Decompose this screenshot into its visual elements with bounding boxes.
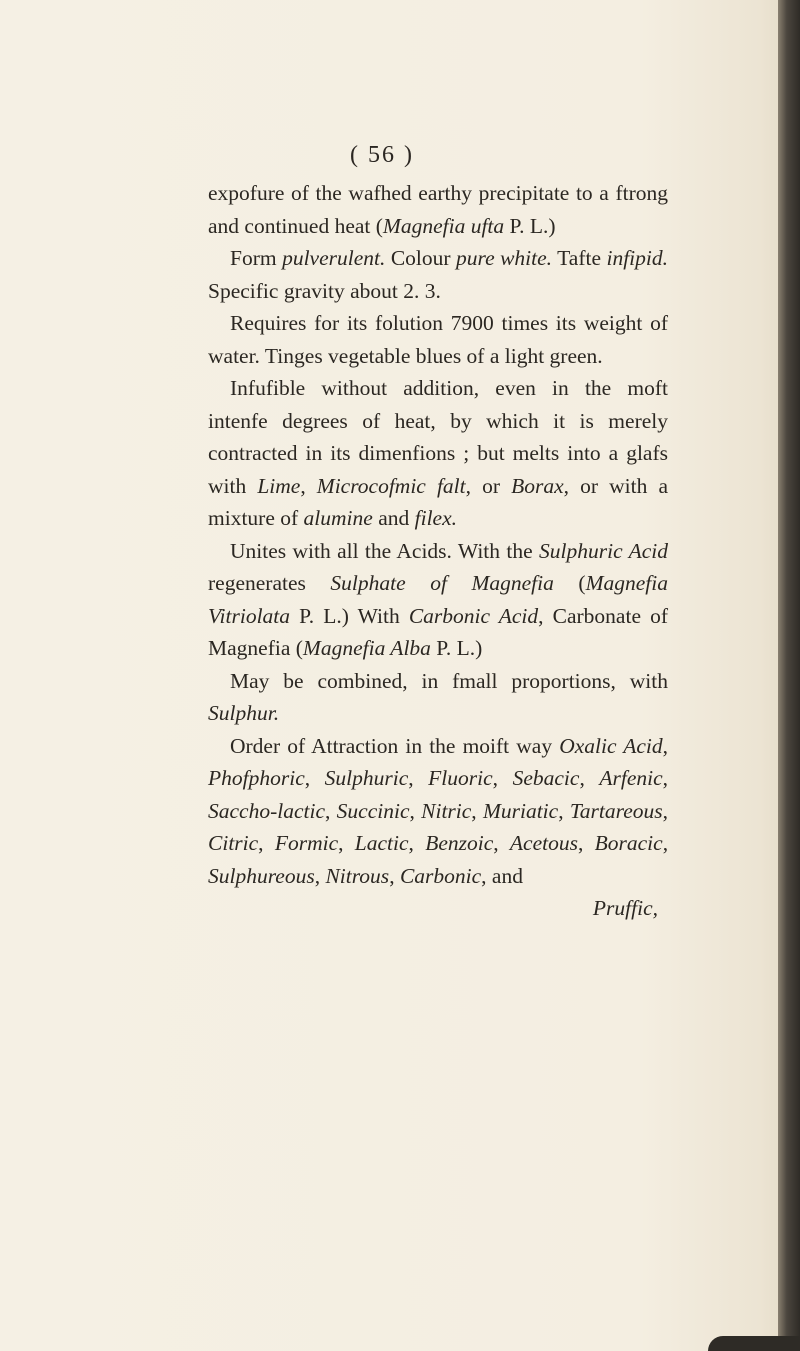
italic-run: Sulphureous: [208, 863, 315, 888]
italic-run: pure white.: [456, 246, 553, 270]
italic-run: Borax: [511, 473, 564, 498]
text-run: Requires for its folution 7900 times its weight of water. Tinges vegetable blues of a light green.: [208, 311, 668, 368]
italic-run: Fluoric: [428, 766, 493, 790]
text-run: P. L.): [504, 213, 556, 238]
italic-run: Arfenic: [599, 766, 663, 790]
italic-run: Sebacic: [512, 766, 580, 790]
catchword: Pruffic,: [592, 896, 658, 920]
text-run: , Carbonate of Magnefia (: [208, 603, 669, 660]
text-run: Infufible without addition, even in the moft intenfe degrees of heat, by which it is merely contracted in its dimenfions ; but melts into a glafs with: [208, 376, 668, 498]
text-run: ,: [300, 473, 317, 498]
text-run: ,: [304, 766, 325, 790]
text-run: Colour: [385, 246, 457, 270]
italic-run: Sulphuric: [324, 766, 409, 790]
text-run: May be combined, in fmall proportions, with: [230, 668, 668, 693]
text-run: ,: [408, 766, 429, 790]
text-run: ,: [662, 831, 669, 855]
text-run: and: [372, 506, 415, 530]
italic-run: pulverulent.: [282, 246, 386, 270]
text-run: ,: [408, 831, 426, 855]
text-run: P. L.) With: [290, 603, 409, 628]
text-run: , or with a mixture of: [208, 473, 668, 530]
italic-run: Oxalic Acid: [559, 733, 663, 758]
text-run: ,: [662, 733, 668, 758]
paragraph: [208, 177, 668, 242]
italic-run: Muriatic: [482, 798, 559, 823]
text-run: regenerates: [208, 571, 331, 595]
body-text: [208, 177, 668, 925]
italic-run: Microcofmic falt: [316, 473, 466, 498]
text-run: Unites with all the Acids. With the: [230, 538, 540, 563]
text-run: Specific gravity about 2. 3.: [208, 278, 441, 303]
text-run: ,: [662, 766, 669, 790]
text-run: ,: [577, 831, 595, 855]
paragraph: [208, 307, 668, 372]
italic-run: Tartareous: [569, 798, 663, 823]
italic-run: filex.: [414, 506, 458, 530]
italic-run: Lactic: [354, 831, 409, 855]
text-run: Form: [230, 246, 283, 270]
italic-run: infipid.: [606, 246, 668, 270]
italic-run: Nitrous: [325, 863, 390, 888]
page-edge-shadow: [778, 0, 800, 1351]
text-run: ,: [389, 863, 400, 888]
text-run: ,: [662, 798, 669, 823]
italic-run: Magnefia ufta: [382, 213, 505, 238]
text-run: Order of Attraction in the moift way: [230, 733, 560, 758]
page-number: ( 56 ): [350, 142, 414, 168]
italic-run: Magnefia Alba: [302, 636, 431, 660]
italic-run: alumine: [303, 506, 373, 530]
paragraph: [208, 535, 668, 665]
italic-run: Benzoic: [425, 831, 494, 855]
text-run: ,: [493, 831, 510, 855]
text-run: ,: [409, 798, 422, 823]
paragraph: [208, 242, 668, 307]
text-run: , and: [481, 863, 523, 888]
italic-run: Formic: [274, 831, 339, 855]
text-run: ,: [471, 798, 483, 823]
italic-run: Boracic: [594, 831, 663, 855]
italic-run: Phofphoric: [208, 766, 305, 790]
italic-run: Lime: [257, 473, 301, 498]
italic-run: Acetous: [509, 831, 578, 855]
text-run: (: [553, 571, 586, 595]
text-run: ,: [579, 766, 600, 790]
italic-run: Succinic: [336, 798, 410, 823]
italic-run: Saccho-lactic: [208, 798, 326, 823]
text-run: expofure of the wafhed earthy precipitate to a ftrong and continued heat (: [208, 181, 668, 238]
text-run: P. L.): [430, 636, 483, 660]
page-corner-shadow: [708, 1336, 800, 1351]
paragraph: [208, 665, 668, 730]
paragraph: [208, 730, 668, 893]
italic-run: Citric: [208, 831, 259, 855]
text-run: ,: [558, 798, 570, 823]
text-run: Tafte: [552, 246, 607, 270]
italic-run: Sulphate of Magnefia: [330, 571, 554, 595]
text-run: ,: [492, 766, 513, 790]
italic-run: Magnefia Vitriolata: [208, 571, 668, 628]
text-run: ,: [325, 798, 337, 823]
italic-run: Carbonic: [399, 863, 482, 888]
text-run: , or: [465, 473, 512, 498]
italic-run: Sulphur.: [208, 701, 280, 725]
text-run: ,: [314, 863, 326, 888]
text-run: ,: [338, 831, 355, 855]
italic-run: Carbonic Acid: [408, 603, 539, 628]
paragraph: [208, 372, 668, 535]
italic-run: Sulphuric Acid: [539, 538, 668, 563]
text-run: ,: [258, 831, 275, 855]
italic-run: Nitric: [421, 798, 472, 823]
